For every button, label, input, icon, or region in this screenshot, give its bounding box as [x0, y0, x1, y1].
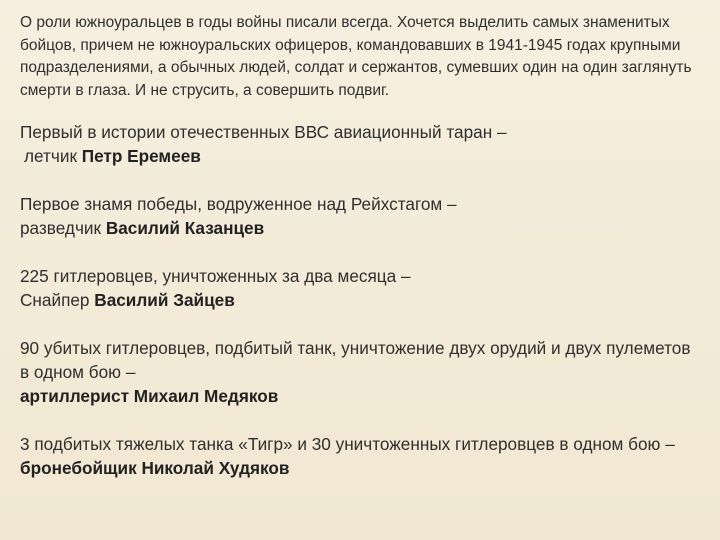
hero-name: бронебойщик Николай Худяков [20, 458, 290, 478]
fact-item-5 [20, 432, 700, 480]
fact-person [20, 288, 700, 312]
intro-paragraph: О роли южноуральцев в годы войны писали всегда. Хочется выделить самых знаменитых бойцов, причем не южноуральских офицеров, командовавших в 1941-1945 годах крупными подразделениями, а обычных людей, солдат и сержантов, сумевших один на один заглянуть смерти в глаза. И не струсить, а совершить подвиг. [20, 14, 692, 99]
fact-person [20, 384, 700, 408]
fact-item-3 [20, 264, 700, 312]
slide-content [20, 12, 700, 480]
fact-person [20, 456, 700, 480]
fact-text: Первое знамя победы, водруженное над Рейхстагом – [20, 194, 457, 214]
hero-name: Петр Еремеев [81, 146, 201, 166]
fact-item-2 [20, 192, 700, 240]
fact-item-1 [20, 120, 700, 168]
fact-text: 90 убитых гитлеровцев, подбитый танк, уничтожение двух орудий и двух пулеметов в одном бою – [20, 338, 691, 382]
fact-text: 225 гитлеровцев, уничтоженных за два месяца – [20, 266, 411, 286]
fact-role: разведчик [20, 218, 102, 238]
hero-name: Василий Казанцев [105, 218, 265, 238]
fact-item-4 [20, 336, 700, 408]
fact-text: 3 подбитых тяжелых танка «Тигр» и 30 уничтоженных гитлеровцев в одном бою – [20, 434, 675, 454]
fact-person [20, 216, 700, 240]
fact-person [20, 144, 700, 168]
fact-text: Первый в истории отечественных ВВС авиационный таран – [20, 122, 507, 142]
hero-name: Василий Зайцев [94, 290, 235, 310]
facts-list [20, 120, 700, 480]
fact-role: летчик [24, 146, 77, 166]
hero-name: артиллерист Михаил Медяков [20, 386, 279, 406]
fact-role: Снайпер [20, 290, 90, 310]
